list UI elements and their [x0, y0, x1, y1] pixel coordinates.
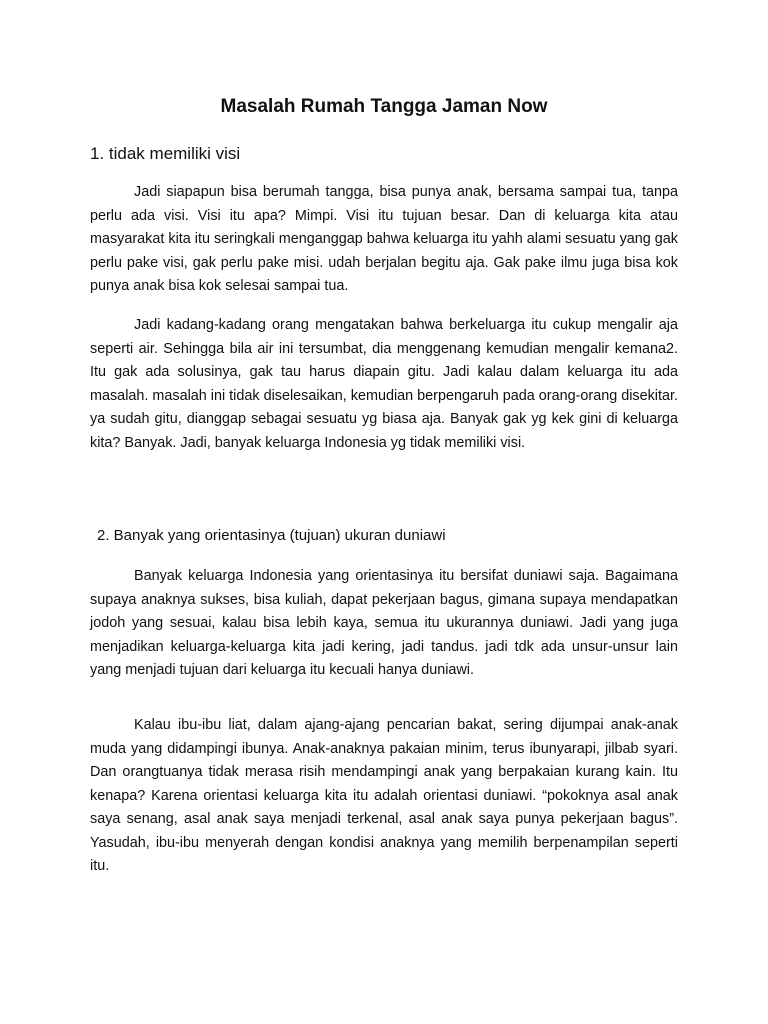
section-1-paragraph-1: Jadi siapapun bisa berumah tangga, bisa punya anak, bersama sampai tua, tanpa perlu ada visi. Visi itu apa? Mimpi. Visi itu tujuan besar. Dan di keluarga kita atau masyarakat kita itu seringkali menganggap bahwa keluarga itu yahh alami sesuatu yang gak perlu pake visi, gak perlu pake misi. udah berjalan begitu aja. Gak pake ilmu juga bisa kok punya anak bisa kok selesai sampai tua.	[90, 184, 678, 294]
section-2-paragraph-1: Banyak keluarga Indonesia yang orientasinya itu bersifat duniawi saja. Bagaimana supaya anaknya sukses, bisa kuliah, dapat pekerjaan bagus, gimana supaya mendapatkan jodoh yang sesuai, kalau bisa lebih kaya, semua itu ukurannya duniawi. Jadi yang juga menjadikan keluarga-keluarga kita jadi kering, jadi tandus. jadi tdk ada unsur-unsur lain yang menjadi tujuan dari keluarga itu kecuali hanya duniawi.	[90, 568, 678, 678]
section-heading-1: 1. tidak memiliki visi	[90, 144, 241, 163]
document-title: Masalah Rumah Tangga Jaman Now	[220, 96, 548, 117]
section-2-paragraph-2: Kalau ibu-ibu liat, dalam ajang-ajang pencarian bakat, sering dijumpai anak-anak muda yang didampingi ibunya. Anak-anaknya pakaian minim, terus ibunyarapi, jilbab syari. Dan orangtuanya tidak merasa risih mendampingi anak yang berpakaian kurang kain. Itu kenapa? Karena orientasi keluarga kita itu adalah orientasi duniawi. “pokoknya asal anak saya senang, asal anak saya menjadi terkenal, asal anak saya punya pekerjaan bagus”. Yasudah, ibu-ibu menyerah dengan kondisi anaknya yang memilih berpenampilan seperti itu.	[90, 717, 678, 874]
section-heading-2: 2. Banyak yang orientasinya (tujuan) ukuran duniawi	[97, 527, 446, 544]
section-1-paragraph-2: Jadi kadang-kadang orang mengatakan bahwa berkeluarga itu cukup mengalir aja seperti air. Sehingga bila air ini tersumbat, dia menggenang kemudian mengalir kemana2. Itu gak ada solusinya, gak tau harus diapain gitu. Jadi kalau dalam keluarga itu ada masalah. masalah ini tidak diselesaikan, kemudian berpengaruh pada orang-orang disekitar. ya sudah gitu, dianggap sebagai sesuatu yg biasa aja. Banyak gak yg kek gini di keluarga kita? Banyak. Jadi, banyak keluarga Indonesia yg tidak memiliki visi.	[90, 317, 678, 451]
